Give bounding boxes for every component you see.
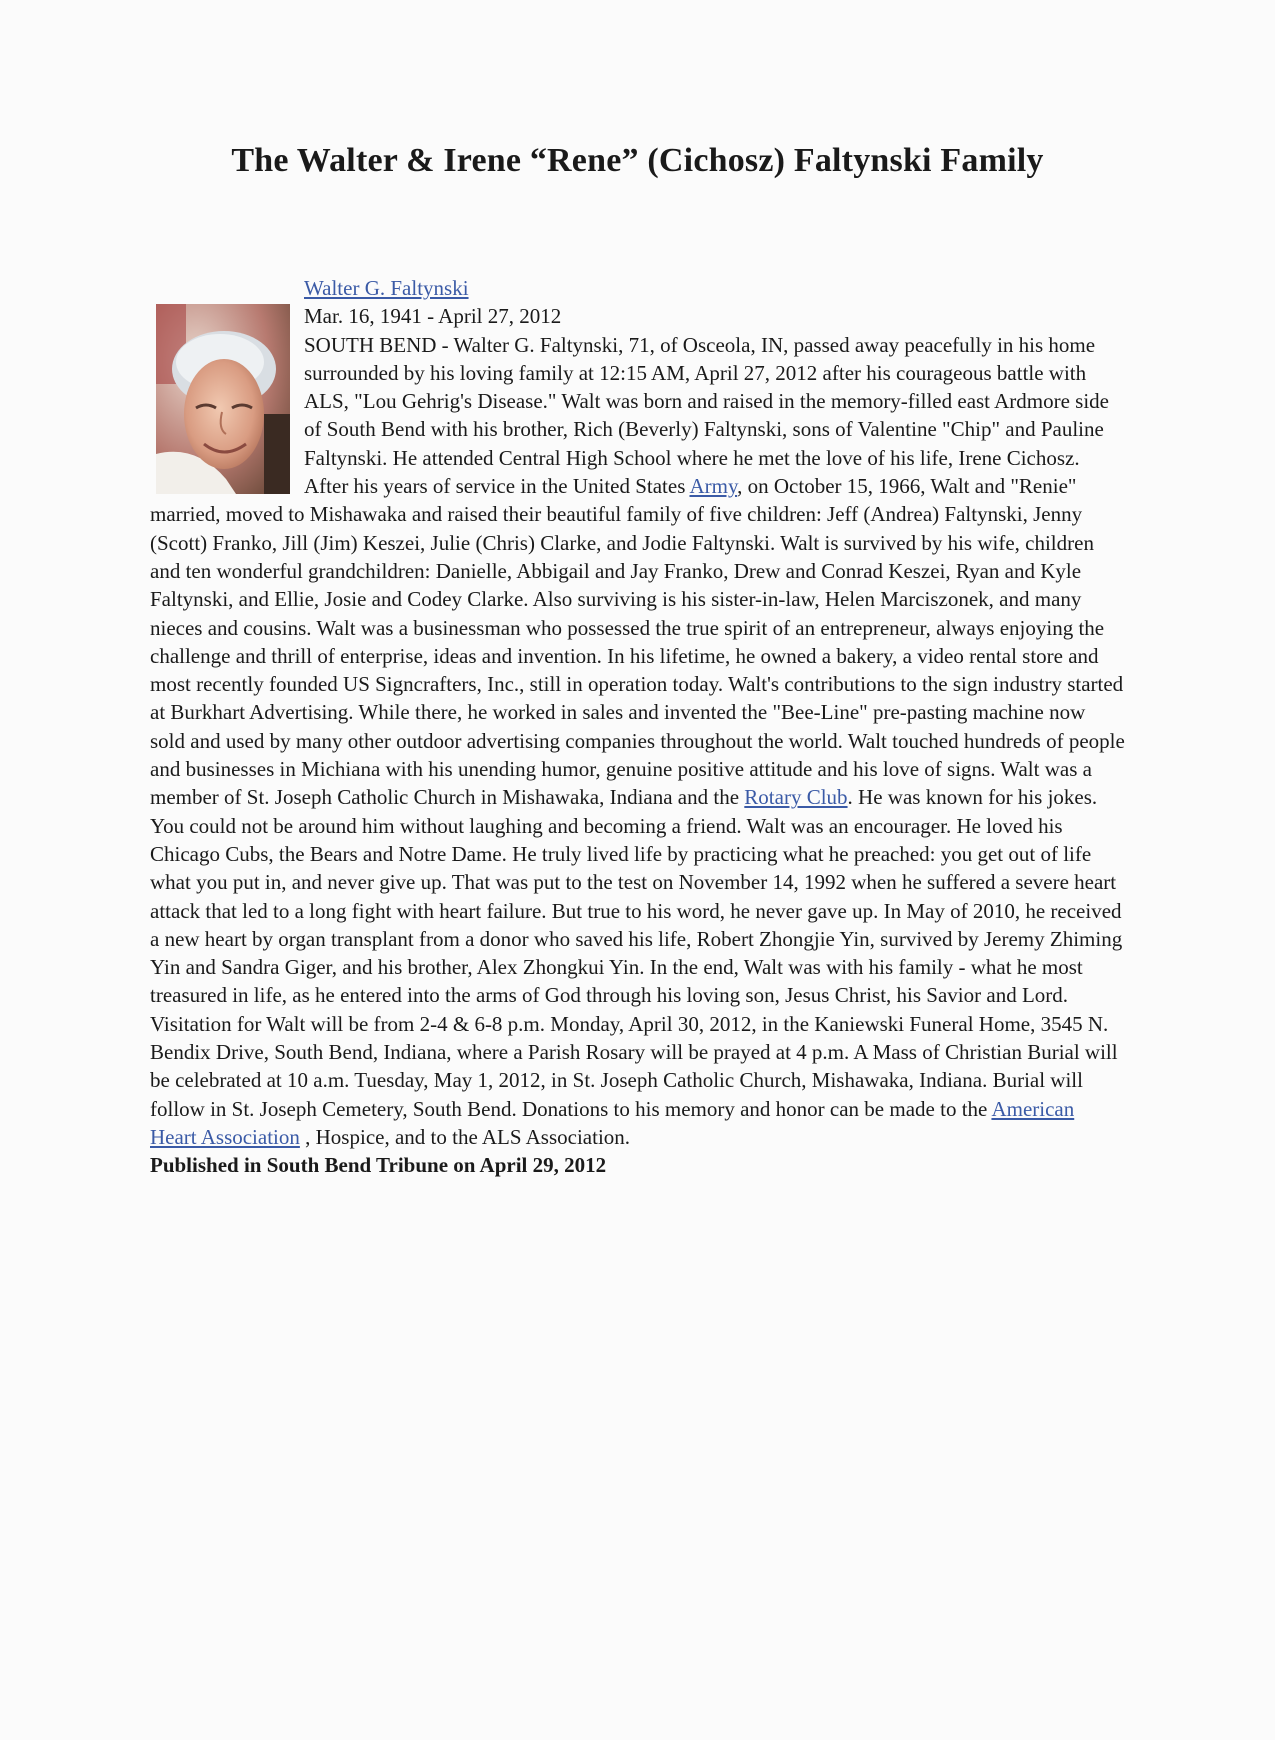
- obituary-text-1: SOUTH BEND - Walter G. Faltynski, 71, of Osceola, IN, passed away peacefully in his home surrounded by his loving family at 12:15 AM, April 27, 2012 after his courageous battle with ALS, "Lou Gehrig's Disease." Walt was born and raised in the memory-filled east Ardmore side of South Bend with his brother, Rich (Beverly) Faltynski, sons of Valentine "Chip" and Pauline Faltynski. He attended Central High School where he met the love of his life, Irene Cichosz. After his years of service in the United States: [304, 332, 1109, 499]
- army-link[interactable]: Army: [689, 474, 738, 499]
- page-title: The Walter & Irene “Rene” (Cichosz) Faltynski Family: [231, 142, 1044, 179]
- obituary-text-4: , Hospice, and to the ALS Association.: [299, 1124, 631, 1149]
- name-link[interactable]: Walter G. Faltynski: [304, 276, 469, 300]
- american-heart-association-link[interactable]: American Heart Association: [150, 1096, 1075, 1149]
- obituary-text-2: , on October 15, 1966, Walt and "Renie" married, moved to Mishawaka and raised their beautiful family of five children: Jeff (Andrea) Faltynski, Jenny (Scott) Franko, Jill (Jim) Keszei, Julie (Chris) Clarke, and Jodie Faltynski. Walt is survived by his wife, children and ten wonderful grandchildren: Danielle, Abbigail and Jay Franko, Drew and Conrad Keszei, Ryan and Kyle Faltynski, and Ellie, Josie and Codey Clarke. Also surviving is his sister-in-law, Helen Marciszonek, and many nieces and cousins. Walt was a businessman who possessed the true spirit of an entrepreneur, always enjoying the challenge and thrill of enterprise, ideas and invention. In his lifetime, he owned a bakery, a video rental store and most recently founded US Signcrafters, Inc., still in operation today. Walt's contributions to the sign industry started at Burkhart Advertising. While there, he worked in sales and invented the "Bee-Line" pre-pasting machine now sold and used by many other outdoor advertising companies throughout the world. Walt touched hundreds of people and businesses in Michiana with his unending humor, genuine positive attitude and his love of signs. Walt was a member of St. Joseph Catholic Church in Mishawaka, Indiana and the: [150, 474, 1125, 810]
- rotary-club-link[interactable]: Rotary Club: [744, 785, 848, 810]
- publication-note: Published in South Bend Tribune on April 29, 2012: [150, 1153, 607, 1178]
- obituary-text-3: . He was known for his jokes. You could not be around him without laughing and becoming a friend. Walt was an encourager. He loved his Chicago Cubs, the Bears and Notre Dame. He truly lived life by practicing what he preached: you get out of life what you put in, and never give up. That was put to the test on November 14, 1992 when he suffered a severe heart attack that led to a long fight with heart failure. But true to his word, he never gave up. In May of 2010, he received a new heart by organ transplant from a donor who saved his life, Robert Zhongjie Yin, survived by Jeremy Zhiming Yin and Sandra Giger, and his brother, Alex Zhongkui Yin. In the end, Walt was with his family - what he most treasured in life, as he entered into the arms of God through his loving son, Jesus Christ, his Savior and Lord. Visitation for Walt will be from 2-4 & 6-8 p.m. Monday, April 30, 2012, in the Kaniewski Funeral Home, 3545 N. Bendix Drive, South Bend, Indiana, where a Parish Rosary will be prayed at 4 p.m. A Mass of Christian Burial will be celebrated at 10 a.m. Tuesday, May 1, 2012, in St. Joseph Catholic Church, Mishawaka, Indiana. Burial will follow in St. Joseph Cemetery, South Bend. Donations to his memory and honor can be made to the: [150, 785, 1123, 1121]
- portrait-image: [156, 304, 290, 494]
- portrait-photo: [156, 304, 290, 494]
- obituary-article: [150, 274, 1125, 1180]
- life-dates: Mar. 16, 1941 - April 27, 2012: [304, 304, 562, 329]
